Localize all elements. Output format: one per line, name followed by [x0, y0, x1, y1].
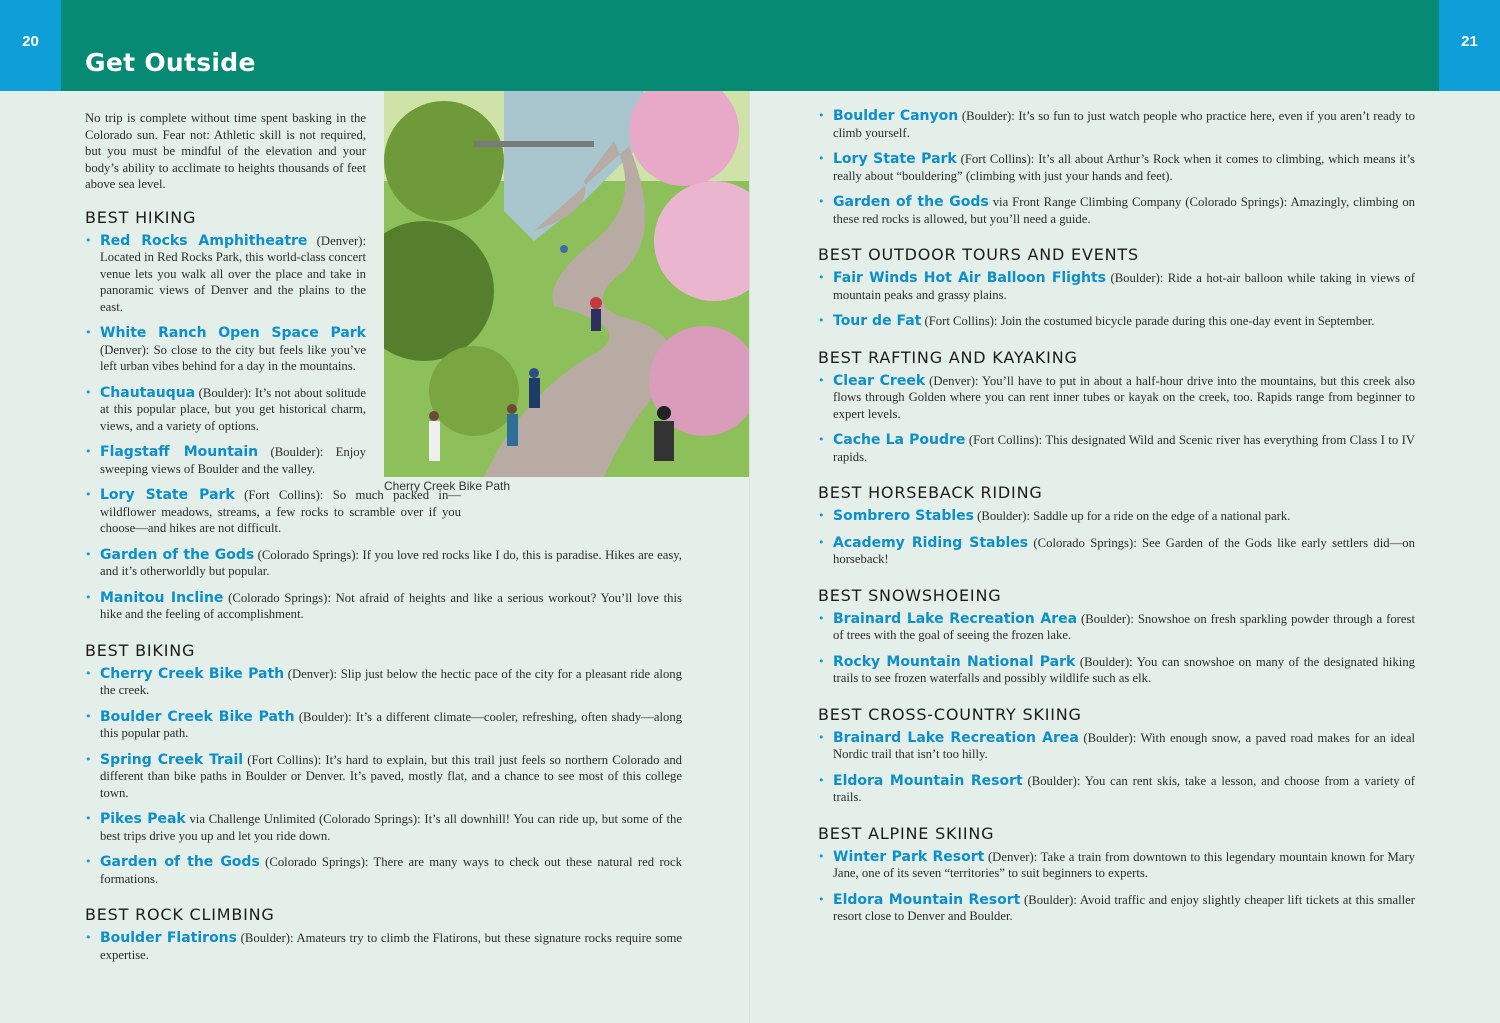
place-name: Cherry Creek Bike Path	[100, 665, 285, 682]
section-heading-climbing: BEST ROCK CLIMBING	[85, 905, 275, 924]
place-description: (Colorado Springs): If you love red rocks like I do, this is paradise. Hikes are easy, and it’s otherworldly but popular.	[100, 547, 682, 578]
list-item	[818, 892, 1415, 925]
place-description: (Fort Collins): This designated Wild and Scenic river has everything from Class I to IV rapids.	[833, 433, 1415, 464]
list-item	[85, 547, 682, 580]
place-description: (Boulder): You can snowshoe on many of the designated hiking trails to see frozen waterfalls and possibly wildlife such as elk.	[833, 654, 1416, 685]
place-name: Eldora Mountain Resort	[833, 772, 1023, 789]
list-item	[818, 730, 1415, 763]
place-description: (Denver): Take a train from downtown to this legendary mountain known for Mary Jane, one of its seven “territories” to suit beginners to experts.	[833, 849, 1416, 880]
place-name: Boulder Canyon	[833, 108, 959, 124]
place-description: (Boulder): Amateurs try to climb the Flatirons, but these signature rocks require some expertise.	[100, 931, 682, 962]
intro-paragraph: No trip is complete without time spent basking in the Colorado sun. Fear not: Athletic skill is not required, but you must be mindful of the elevation and your body’s ability to acclimate to heights thousands of feet above sea level.	[85, 111, 366, 191]
list-item	[85, 385, 366, 435]
place-description: (Colorado Springs): See Garden of the Gods like early settlers did—on horseback!	[833, 535, 1415, 566]
list-item	[818, 194, 1415, 227]
place-name: Eldora Mountain Resort	[833, 891, 1021, 908]
list-item	[818, 508, 1415, 525]
list-item	[85, 590, 682, 623]
list-item	[818, 654, 1415, 687]
list-item	[85, 854, 682, 887]
list-item	[818, 270, 1415, 303]
place-name: Manitou Incline	[100, 589, 224, 606]
alpine-list	[818, 849, 1415, 925]
place-description: (Fort Collins): It’s hard to explain, but this trail just feels so northern Colorado and different than bike paths in Boulder or Denver. It’s paved, mostly flat, and a chance to see most of this college town.	[100, 752, 683, 800]
list-item	[818, 432, 1415, 465]
place-name: Pikes Peak	[100, 811, 186, 827]
section-heading-snowshoeing: BEST SNOWSHOEING	[818, 585, 1002, 605]
list-item	[818, 313, 1415, 330]
list-item	[85, 811, 682, 844]
snowshoeing-list	[818, 611, 1415, 687]
place-description: (Colorado Springs): There are many ways to check out these natural red rock formations.	[100, 855, 682, 886]
place-description: (Denver): Slip just below the hectic pace of the city for a pleasant ride along the creek.	[100, 666, 682, 697]
place-name: White Ranch Open Space Park	[100, 325, 366, 341]
place-description: (Fort Collins): Join the costumed bicycle parade during this one-day event in September.	[921, 314, 1375, 328]
tours-list	[818, 270, 1415, 330]
place-description: (Boulder): Enjoy sweeping views of Boulder and the valley.	[100, 445, 366, 476]
climbing-list-continued	[818, 108, 1415, 227]
list-item	[818, 773, 1415, 806]
list-item	[818, 535, 1415, 568]
place-description: (Boulder): Ride a hot-air balloon while taking in views of mountain peaks and grassy plains.	[833, 271, 1415, 302]
place-name: Garden of the Gods	[100, 546, 255, 563]
biking-list	[85, 666, 682, 888]
place-description: (Boulder): With enough snow, a paved road makes for an ideal Nordic trail that isn’t too hilly.	[833, 730, 1416, 761]
place-description: (Colorado Springs): Not afraid of heights and like a serious workout? You’ll love this hike and the feeling of accomplishment.	[100, 590, 682, 621]
place-name: Tour de Fat	[833, 313, 922, 329]
section-heading-alpine: BEST ALPINE SKIING	[818, 823, 995, 843]
place-name: Chautauqua	[100, 384, 196, 401]
list-item	[85, 444, 366, 477]
page-number-right: 21	[1439, 0, 1500, 91]
place-name: Clear Creek	[833, 372, 926, 389]
list-item	[818, 611, 1415, 644]
place-name: Brainard Lake Recreation Area	[833, 729, 1079, 746]
section-heading-biking: BEST BIKING	[85, 640, 196, 660]
list-item	[85, 666, 682, 699]
place-description: (Boulder): It’s so fun to just watch people who practice here, even if you aren’t ready to climb yourself.	[833, 109, 1415, 140]
place-description: (Boulder): Avoid traffic and enjoy slightly cheaper lift tickets at this smaller resort close to Denver and Boulder.	[833, 892, 1415, 923]
place-description: (Denver): You’ll have to put in about a half-hour drive into the mountains, but this creek also flows through Golden where you can rent inner tubes or kayak on the creek, too. Rapids range from beginner to expert levels.	[833, 373, 1416, 421]
place-name: Rocky Mountain National Park	[833, 653, 1076, 670]
horseback-list	[818, 508, 1415, 568]
list-item	[85, 233, 366, 316]
crosscountry-list	[818, 730, 1415, 806]
place-description: (Denver): Located in Red Rocks Park, this world-class concert venue lets you walk all over the place and take in panoramic views of Denver and the plains to the east.	[100, 233, 366, 314]
left-column	[85, 110, 682, 973]
page-gutter	[749, 91, 750, 1023]
section-heading-crosscountry: BEST CROSS-COUNTRY SKIING	[818, 704, 1082, 724]
place-name: Garden of the Gods	[100, 854, 260, 870]
place-name: Garden of the Gods	[833, 194, 989, 210]
place-name: Lory State Park	[833, 151, 957, 167]
list-item	[818, 151, 1415, 184]
section-heading-tours: BEST OUTDOOR TOURS AND EVENTS	[818, 245, 1139, 264]
place-description: (Fort Collins): It’s all about Arthur’s Rock when it comes to climbing, which means it’s really about “bouldering” (climbing with just your hands and feet).	[833, 152, 1415, 183]
section-heading-hiking: BEST HIKING	[85, 207, 197, 227]
place-name: Boulder Creek Bike Path	[100, 708, 295, 725]
photo-caption: Cherry Creek Bike Path	[384, 479, 511, 493]
page-title: Get Outside	[85, 48, 256, 77]
list-item	[85, 752, 682, 802]
place-name: Flagstaff Mountain	[100, 444, 259, 460]
place-description: via Front Range Climbing Company (Colorado Springs): Amazingly, climbing on these red rocks is allowed, but you’ll need a guide.	[833, 195, 1416, 226]
hiking-list	[85, 233, 682, 623]
rafting-list	[818, 373, 1415, 466]
place-name: Lory State Park	[100, 487, 235, 503]
section-heading-rafting: BEST RAFTING AND KAYAKING	[818, 347, 1078, 367]
place-name: Winter Park Resort	[833, 848, 985, 865]
place-name: Sombrero Stables	[833, 508, 974, 524]
place-name: Boulder Flatirons	[100, 930, 237, 946]
climbing-list	[85, 930, 682, 963]
place-name: Spring Creek Trail	[100, 751, 244, 768]
place-name: Red Rocks Amphitheatre	[100, 232, 308, 249]
page-number-left: 20	[0, 0, 61, 91]
right-column	[818, 108, 1415, 935]
place-description: (Fort Collins): So much packed in—wildflower meadows, streams, a few rocks to scramble over if you choose—and hikes are not difficult.	[100, 488, 461, 535]
list-item	[85, 930, 682, 963]
list-item	[85, 325, 366, 375]
section-heading-horseback: BEST HORSEBACK RIDING	[818, 483, 1043, 502]
list-item	[818, 849, 1415, 882]
place-name: Cache La Poudre	[833, 432, 966, 448]
list-item	[85, 487, 461, 537]
header-band	[0, 0, 1500, 91]
place-name: Brainard Lake Recreation Area	[833, 610, 1078, 627]
place-description: (Boulder): It’s a different climate—cooler, refreshing, often shady—along this popular path.	[100, 709, 683, 740]
place-description: (Denver): So close to the city but feels like you’ve left urban vibes behind for a day in the mountains.	[100, 342, 366, 373]
place-description: (Boulder): It’s not about solitude at this popular place, but you get historical charm, views, and a variety of options.	[100, 385, 366, 433]
place-description: (Boulder): Snowshoe on fresh sparkling powder through a forest of trees with the goal of seeing the frozen lake.	[833, 611, 1415, 642]
place-name: Academy Riding Stables	[833, 534, 1029, 551]
list-item	[818, 373, 1415, 423]
place-description: (Boulder): Saddle up for a ride on the edge of a national park.	[973, 509, 1291, 523]
place-description: (Boulder): You can rent skis, take a lesson, and choose from a variety of trails.	[833, 773, 1415, 804]
place-name: Fair Winds Hot Air Balloon Flights	[833, 270, 1106, 286]
list-item	[818, 108, 1415, 141]
list-item	[85, 709, 682, 742]
place-description: via Challenge Unlimited (Colorado Springs): It’s all downhill! You can ride up, but some of the best trips drive you up and let you ride down.	[100, 812, 682, 843]
